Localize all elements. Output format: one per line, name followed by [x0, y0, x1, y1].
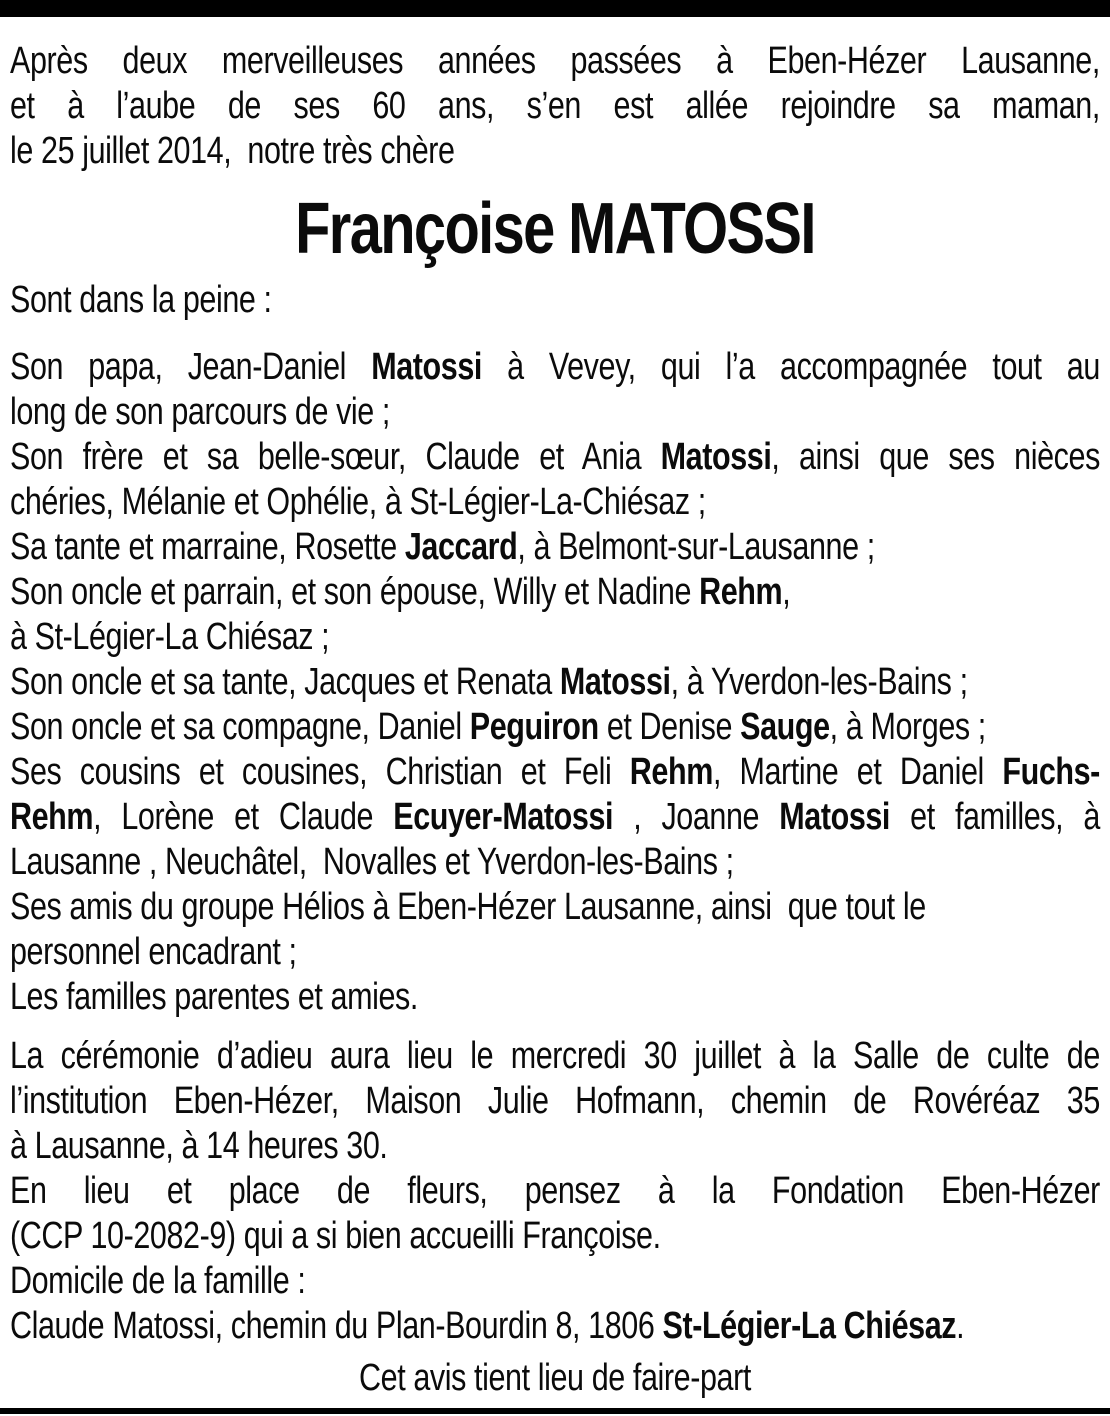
text-line: (CCP 10-2082-9) qui a si bien accueilli Françoise.: [10, 1215, 661, 1257]
text-line: personnel encadrant ;: [10, 931, 297, 973]
text-line: En lieu et place de fleurs, pensez à la Fondation Eben-Hézer: [10, 1170, 1100, 1212]
text-line: le 25 juillet 2014, notre très chère: [10, 130, 455, 172]
text-line: Son oncle et sa tante, Jacques et Renata Matossi, à Yverdon-les-Bains ;: [10, 661, 968, 703]
text-line: Sa tante et marraine, Rosette Jaccard, à Belmont-sur-Lausanne ;: [10, 526, 875, 568]
text-line: La cérémonie d’adieu aura lieu le mercredi 30 juillet à la Salle de culte de: [10, 1035, 1100, 1077]
text-line: Lausanne , Neuchâtel, Novalles et Yverdon-les-Bains ;: [10, 841, 734, 883]
text-line: Ses cousins et cousines, Christian et Feli Rehm, Martine et Daniel Fuchs-: [10, 751, 1100, 793]
text-line: Après deux merveilleuses années passées à Eben-Hézer Lausanne,: [10, 40, 1100, 82]
text-line: Rehm, Lorène et Claude Ecuyer-Matossi , Joanne Matossi et familles, à: [10, 796, 1100, 838]
text-line: Domicile de la famille :: [10, 1260, 306, 1302]
text-line: Son frère et sa belle-sœur, Claude et Ania Matossi, ainsi que ses nièces: [10, 436, 1100, 478]
text-line: à Lausanne, à 14 heures 30.: [10, 1125, 388, 1167]
footer-note: Cet avis tient lieu de faire-part: [359, 1357, 751, 1399]
text-line: l’institution Eben-Hézer, Maison Julie Hofmann, chemin de Rovéréaz 35: [10, 1080, 1100, 1122]
text-line: à St-Légier-La Chiésaz ;: [10, 616, 330, 658]
deceased-name: Françoise MATOSSI: [295, 189, 815, 269]
text-line: long de son parcours de vie ;: [10, 391, 391, 433]
obituary-notice: [10, 17, 1100, 1401]
bottom-border: [0, 1408, 1110, 1414]
text-line: chéries, Mélanie et Ophélie, à St-Légier-La-Chiésaz ;: [10, 481, 706, 523]
mourners-list: [10, 345, 1100, 1020]
intro-paragraph: [10, 39, 1100, 174]
text-line: Son oncle et parrain, et son épouse, Willy et Nadine Rehm,: [10, 571, 791, 613]
text-line: Son oncle et sa compagne, Daniel Peguiron et Denise Sauge, à Morges ;: [10, 706, 986, 748]
text-line: Claude Matossi, chemin du Plan-Bourdin 8, 1806 St-Légier-La Chiésaz.: [10, 1305, 965, 1347]
text-line: et à l’aube de ses 60 ans, s’en est allée rejoindre sa maman,: [10, 85, 1100, 127]
text-line: Les familles parentes et amies.: [10, 976, 418, 1018]
text-line: Son papa, Jean-Daniel Matossi à Vevey, qui l’a accompagnée tout au: [10, 346, 1100, 388]
top-border: [0, 0, 1110, 17]
text-line: Ses amis du groupe Hélios à Eben-Hézer Lausanne, ainsi que tout le: [10, 886, 926, 928]
ceremony-details: [10, 1034, 1100, 1349]
grief-heading: Sont dans la peine :: [10, 279, 272, 321]
